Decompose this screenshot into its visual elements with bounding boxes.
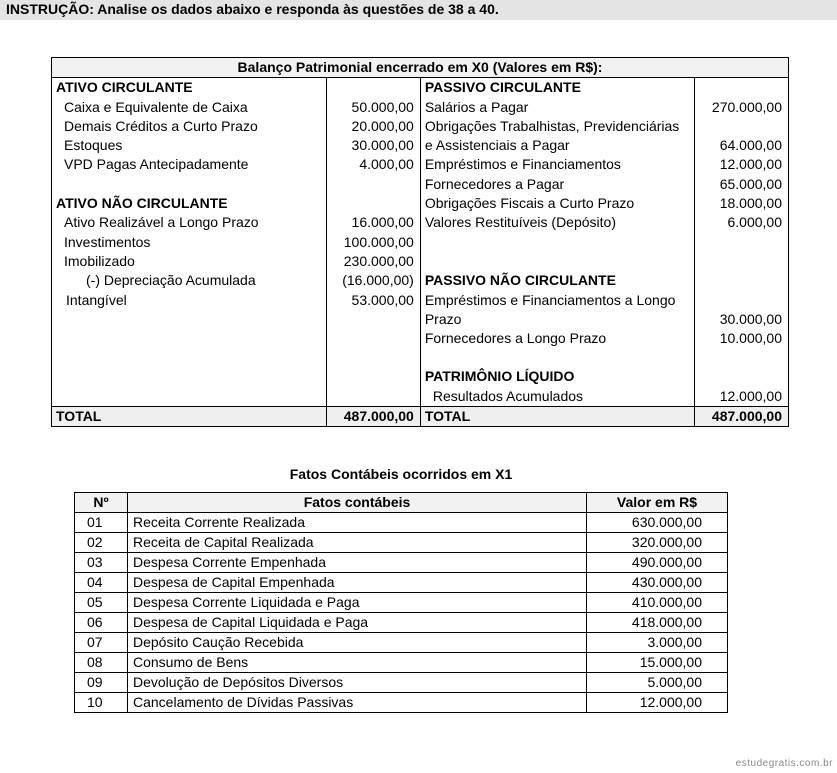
fact-value: 418.000,00: [587, 613, 728, 633]
passivo-nao-circulante-heading: PASSIVO NÃO CIRCULANTE: [420, 271, 694, 290]
fact-value: 12.000,00: [587, 693, 728, 713]
liability-label: Salários a Pagar: [420, 98, 694, 117]
table-row: [75, 633, 728, 653]
asset-value: 53.000,00: [326, 291, 420, 310]
asset-value: 16.000,00: [326, 213, 420, 232]
ativo-circulante-heading: ATIVO CIRCULANTE: [52, 78, 327, 98]
table-row: [52, 155, 789, 174]
table-row: [75, 513, 728, 533]
liability-label: Obrigações Trabalhistas, Previdenciárias: [420, 117, 694, 136]
table-row: [52, 175, 789, 194]
asset-value: 100.000,00: [326, 233, 420, 252]
table-row: [52, 348, 789, 367]
liability-value: 30.000,00: [695, 310, 789, 329]
fatos-header-row: [75, 493, 728, 513]
fact-description: Cancelamento de Dívidas Passivas: [128, 693, 587, 713]
table-row: [52, 98, 789, 117]
fact-number: 02: [75, 533, 128, 553]
fact-description: Despesa Corrente Liquidada e Paga: [128, 593, 587, 613]
total-value-right: 487.000,00: [695, 407, 789, 427]
asset-label: VPD Pagas Antecipadamente: [52, 155, 327, 174]
asset-label: (-) Depreciação Acumulada: [52, 271, 327, 290]
liability-value: 270.000,00: [695, 98, 789, 117]
asset-value: 230.000,00: [326, 252, 420, 271]
fact-number: 08: [75, 653, 128, 673]
table-row: [52, 78, 789, 98]
fact-value: 3.000,00: [587, 633, 728, 653]
fact-value: 320.000,00: [587, 533, 728, 553]
asset-label: Investimentos: [52, 233, 327, 252]
asset-label: Imobilizado: [52, 252, 327, 271]
asset-value: 4.000,00: [326, 155, 420, 174]
patrimonio-liquido-heading: PATRIMÔNIO LÍQUIDO: [420, 367, 694, 386]
asset-value: 20.000,00: [326, 117, 420, 136]
asset-label: Ativo Realizável a Longo Prazo: [52, 213, 327, 232]
passivo-circulante-heading: PASSIVO CIRCULANTE: [420, 78, 694, 98]
fact-number: 03: [75, 553, 128, 573]
table-row: [52, 194, 789, 213]
liability-label: Fornecedores a Longo Prazo: [420, 329, 694, 348]
table-row: [75, 553, 728, 573]
fatos-table: [74, 492, 728, 713]
liability-value: 10.000,00: [695, 329, 789, 348]
asset-label: Intangível: [52, 291, 327, 310]
fact-value: 15.000,00: [587, 653, 728, 673]
equity-value: 12.000,00: [695, 387, 789, 407]
liability-value: 12.000,00: [695, 155, 789, 174]
liability-label: Fornecedores a Pagar: [420, 175, 694, 194]
table-row: [52, 291, 789, 310]
table-row: [75, 653, 728, 673]
liability-value: [695, 117, 789, 136]
asset-label: Demais Créditos a Curto Prazo: [52, 117, 327, 136]
liability-label: Obrigações Fiscais a Curto Prazo: [420, 194, 694, 213]
table-row: [52, 213, 789, 232]
liability-value: 64.000,00: [695, 136, 789, 155]
liability-label: Empréstimos e Financiamentos: [420, 155, 694, 174]
fact-number: 01: [75, 513, 128, 533]
instruction-banner: INSTRUÇÃO: Analise os dados abaixo e responda às questões de 38 a 40.: [0, 0, 837, 20]
asset-value: 30.000,00: [326, 136, 420, 155]
fact-number: 07: [75, 633, 128, 653]
fact-value: 5.000,00: [587, 673, 728, 693]
watermark: estudegratis.com.br: [735, 758, 833, 769]
table-row: [75, 673, 728, 693]
total-value-left: 487.000,00: [326, 407, 420, 427]
fact-description: Consumo de Bens: [128, 653, 587, 673]
fact-value: 410.000,00: [587, 593, 728, 613]
liability-value: [695, 291, 789, 310]
fact-value: 430.000,00: [587, 573, 728, 593]
table-row: [52, 367, 789, 386]
liability-label: Empréstimos e Financiamentos a Longo: [420, 291, 694, 310]
fact-description: Despesa de Capital Liquidada e Paga: [128, 613, 587, 633]
column-header-description: Fatos contábeis: [128, 493, 587, 513]
fact-description: Receita de Capital Realizada: [128, 533, 587, 553]
liability-label: e Assistenciais a Pagar: [420, 136, 694, 155]
table-row: [52, 117, 789, 136]
fatos-title: Fatos Contábeis ocorridos em X1: [289, 466, 513, 482]
balance-sheet-header-row: [52, 58, 789, 78]
table-row: [52, 387, 789, 407]
table-row: [52, 233, 789, 252]
total-row: [52, 407, 789, 427]
total-label-left: TOTAL: [52, 407, 327, 427]
asset-label: Caixa e Equivalente de Caixa: [52, 98, 327, 117]
balance-sheet-title: Balanço Patrimonial encerrado em X0 (Valores em R$):: [52, 58, 789, 78]
liability-label: Valores Restituíveis (Depósito): [420, 213, 694, 232]
fact-number: 06: [75, 613, 128, 633]
table-row: [52, 310, 789, 329]
asset-value: 50.000,00: [326, 98, 420, 117]
fact-number: 09: [75, 673, 128, 693]
table-row: [75, 693, 728, 713]
liability-value: 18.000,00: [695, 194, 789, 213]
fact-value: 630.000,00: [587, 513, 728, 533]
table-row: [75, 533, 728, 553]
liability-value: 6.000,00: [695, 213, 789, 232]
fact-description: Despesa Corrente Empenhada: [128, 553, 587, 573]
fact-number: 04: [75, 573, 128, 593]
table-row: [52, 252, 789, 271]
fact-number: 05: [75, 593, 128, 613]
table-row: [52, 136, 789, 155]
liability-label: Prazo: [420, 310, 694, 329]
fact-value: 490.000,00: [587, 553, 728, 573]
fact-description: Depósito Caução Recebida: [128, 633, 587, 653]
total-label-right: TOTAL: [420, 407, 694, 427]
table-row: [52, 271, 789, 290]
fact-number: 10: [75, 693, 128, 713]
liability-value: 65.000,00: [695, 175, 789, 194]
table-row: [75, 613, 728, 633]
asset-label: Estoques: [52, 136, 327, 155]
column-header-number: Nº: [75, 493, 128, 513]
fact-description: Devolução de Depósitos Diversos: [128, 673, 587, 693]
column-header-value: Valor em R$: [587, 493, 728, 513]
asset-value: (16.000,00): [326, 271, 420, 290]
table-row: [75, 573, 728, 593]
equity-label: Resultados Acumulados: [420, 387, 694, 407]
table-row: [52, 329, 789, 348]
balance-sheet-table: [51, 57, 789, 427]
fact-description: Despesa de Capital Empenhada: [128, 573, 587, 593]
fact-description: Receita Corrente Realizada: [128, 513, 587, 533]
table-row: [75, 593, 728, 613]
ativo-nao-circulante-heading: ATIVO NÃO CIRCULANTE: [52, 194, 327, 213]
